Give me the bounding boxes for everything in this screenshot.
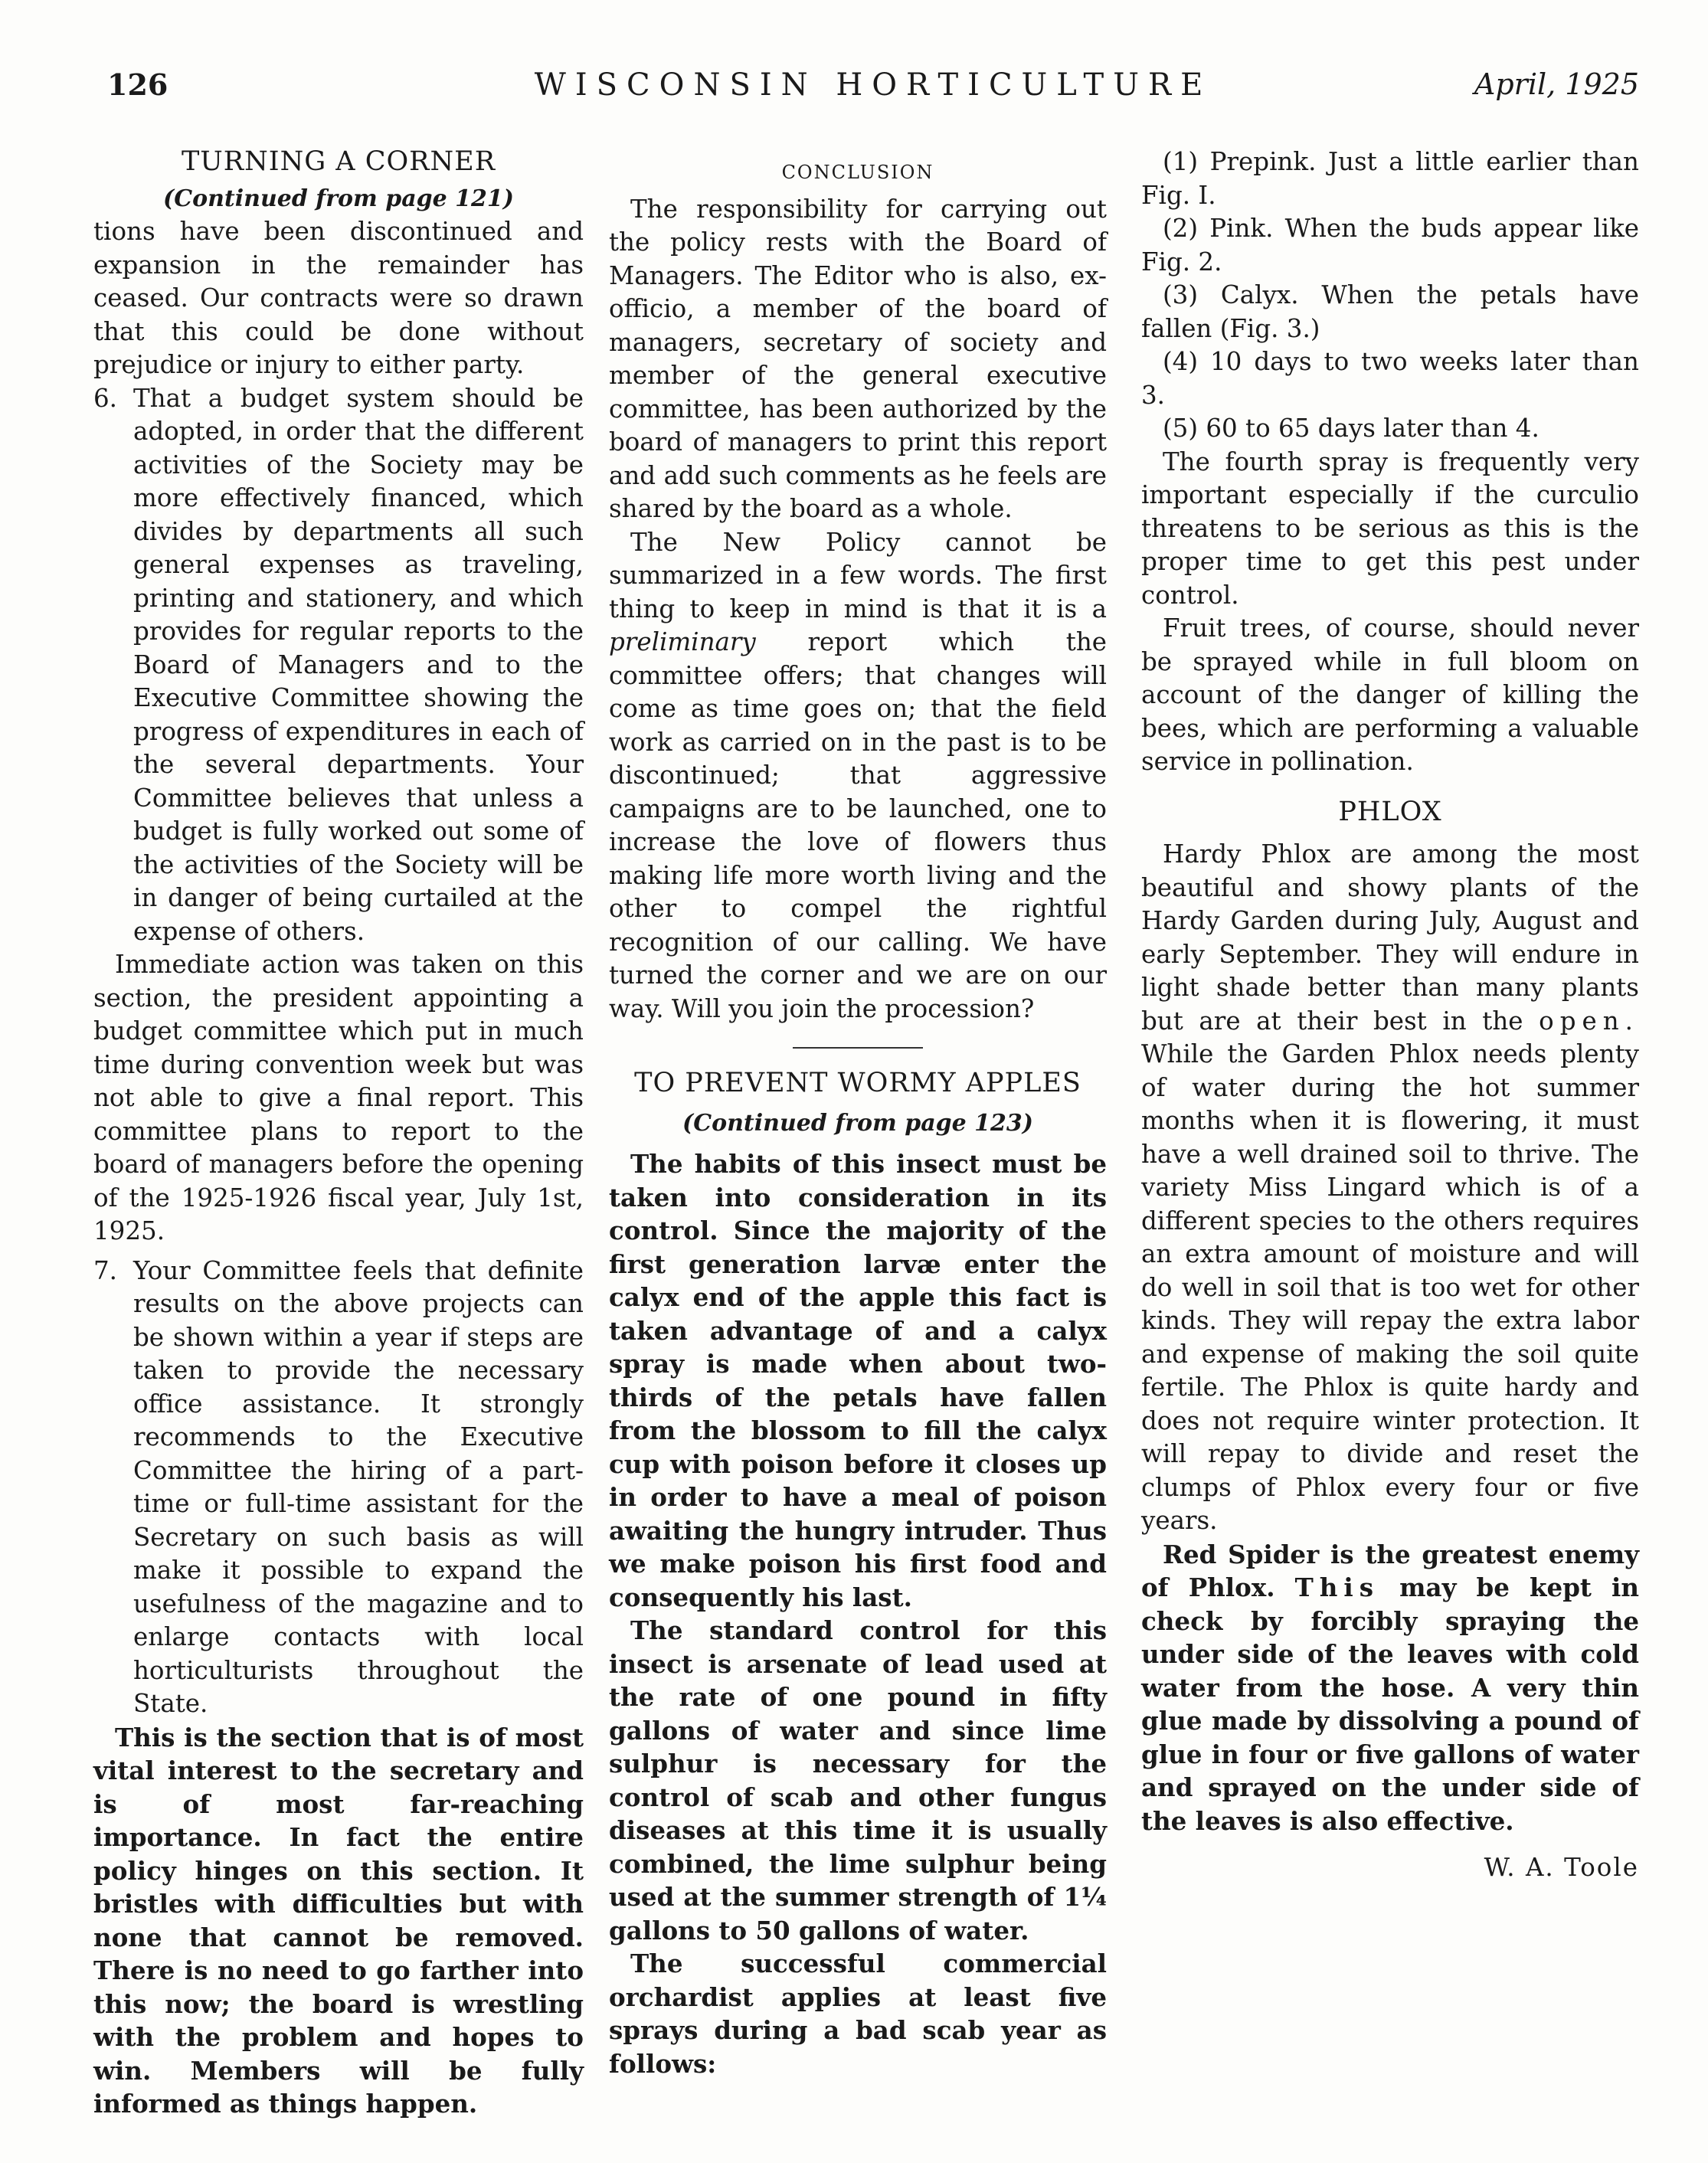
section-divider	[793, 1047, 923, 1049]
running-title: WISCONSIN HORTICULTURE	[534, 67, 1212, 103]
item-number: 6.	[93, 383, 118, 413]
article-title-phlox: PHLOX	[1338, 796, 1442, 827]
paragraph-successful-orchardist: The successful commercial orchardist applies at least five sprays during a bad scab year as follows:	[609, 1949, 1107, 2079]
paragraph-standard-control: The standard control for this insect is arsenate of lead used at the rate of one pound in fifty gallons of water and since lime sulphur is necessary for the control of scab and other fungus diseases at this time it is usually combined, the lime sulphur being used at the summer strength of 1¼ gallons to 50 gallons of water.	[609, 1615, 1107, 1945]
list-item-6	[93, 382, 584, 949]
column-1	[93, 146, 584, 2121]
page-number: 126	[107, 67, 169, 102]
spray-item-2: (2) Pink. When the buds appear like Fig. 2.	[1141, 214, 1639, 277]
text-run: Hardy Phlox are among the most beautiful and showy plants of the Hardy Garden during July, August and early September. They will endure in light shade better than many plants but are at their best in the	[1141, 839, 1639, 1036]
paragraph-immediate-action: Immediate action was taken on this section, the president appointing a budget committee which put in much time during convention week but was not able to give a final report. This committee plans to report to the board of managers before the opening of the 1925-1926 fiscal year, July 1st, 1925.	[93, 950, 584, 1245]
section-heading-conclusion: CONCLUSION	[781, 162, 934, 183]
spaced-text: open.	[1539, 1006, 1639, 1036]
spaced-text: This	[1294, 1572, 1380, 1602]
spray-item-4: (4) 10 days to two weeks later than 3.	[1141, 347, 1639, 410]
paragraph-fruit-trees: Fruit trees, of course, should never be sprayed while in full bloom on account of the danger of killing the bees, which are performing a valuable service in pollination.	[1141, 614, 1639, 776]
column-2	[609, 146, 1107, 2080]
item-number: 7.	[93, 1255, 118, 1285]
text-run: Red Spider is the greatest enemy of Phlox.	[1141, 1539, 1639, 1602]
emphasis-text: preliminary	[609, 627, 756, 656]
spray-item-1: (1) Prepink. Just a little earlier than Fig. I.	[1141, 147, 1639, 210]
continued-note: (Continued from page 123)	[682, 1109, 1033, 1137]
author-signature: W. A. Toole	[1484, 1853, 1639, 1882]
text-run: report which the committee offers; that changes will come as time goes on; that the field work as carried on in the past is to be discontinued; that aggressive campaigns are to be launched, one to increase the love of flowers thus making life more worth living and the other to compel the rightful recognition of our calling. We have turned the corner and we are on our way. Will you join the procession?	[609, 627, 1107, 1023]
text-run: may be kept in check by forcibly spraying the under side of the leaves with cold water from the hose. A very thin glue made by dissolving a pound of glue in four or five gallons of water and sprayed on the under side of the leaves is also effective.	[1141, 1572, 1639, 1836]
paragraph-fourth-spray: The fourth spray is frequently very important especially if the curculio threatens to be serious as this is the proper time to get this pest under control.	[1141, 447, 1639, 610]
continued-note: (Continued from page 121)	[163, 185, 514, 212]
paragraph-habits: The habits of this insect must be taken into consideration in its control. Since the majority of the first generation larvæ enter the calyx end of the apple this fact is taken advantage of and a calyx spray is made when about two-thirds of the petals have fallen from the blossom to fill the calyx cup with poison before it closes up in order to have a meal of poison awaiting the hungry intruder. Thus we make poison his first food and consequently his last.	[609, 1149, 1107, 1612]
paragraph-intro: tions have been discontinued and expansion in the remainder has ceased. Our contracts were so drawn that this could be done without prejudice or injury to either party.	[93, 217, 584, 379]
page-header	[107, 67, 1639, 121]
text-run: The New Policy cannot be summarized in a few words. The first thing to keep in mind is that it is a	[609, 527, 1107, 623]
paragraph-responsibility: The responsibility for carrying out the policy rests with the Board of Managers. The Editor who is also, ex-officio, a member of the board of managers, secretary of society and member of the general executive committee, has been authorized by the board of managers to print this report and add such comments as he feels are shared by the board as a whole.	[609, 194, 1107, 523]
text-run: While the Garden Phlox needs plenty of water during the hot summer months when it is flowering, it must have a well drained soil to thrive. The variety Miss Lingard which is of a different species to the others requires an extra amount of moisture and will do well in soil that is too wet for other kinds. They will repay the extra labor and expense of making the soil quite fertile. The Phlox is quite hardy and does not require winter protection. It will repay to divide and reset the clumps of Phlox every four or five years.	[1141, 1039, 1639, 1535]
column-3	[1141, 146, 1639, 1885]
item-text: That a budget system should be adopted, in order that the different activities of the Society may be more effectively financed, which divides by departments all such general expenses as traveling, printing and stationery, and which provides for regular reports to the Board of Managers and to the Executive Committee showing the progress of expenditures in each of the several departments. Your Committee believes that unless a budget is fully worked out some of the activities of the Society will be in danger of being curtailed at the expense of others.	[133, 383, 584, 946]
list-item-7	[93, 1255, 584, 1721]
paragraph-hardy-phlox	[1141, 838, 1639, 1538]
article-title-turning-a-corner: TURNING A CORNER	[181, 146, 496, 177]
spray-item-3: (3) Calyx. When the petals have fallen (Fig. 3.)	[1141, 280, 1639, 343]
issue-date: April, 1925	[1474, 67, 1639, 101]
article-title-wormy-apples: TO PREVENT WORMY APPLES	[634, 1068, 1081, 1098]
paragraph-red-spider	[1141, 1538, 1639, 1838]
spray-item-5: (5) 60 to 65 days later than 4.	[1163, 414, 1539, 443]
paragraph-new-policy	[609, 526, 1107, 1026]
item-text: Your Committee feels that definite results on the above projects can be shown within a year if steps are taken to provide the necessary office assistance. It strongly recommends to the Executive Committee the hiring of a part-time or full-time assistant for the Secretary on such basis as will make it possible to expand the usefulness of the magazine and to enlarge contacts with local horticulturists throughout the State.	[133, 1255, 584, 1718]
paragraph-vital-interest: This is the section that is of most vital interest to the secretary and is of most far-reaching importance. In fact the entire policy hinges on this section. It bristles with difficulties but with none that cannot be removed. There is no need to go farther into this now; the board is wrestling with the problem and hopes to win. Members will be fully informed as things happen.	[93, 1722, 584, 2119]
